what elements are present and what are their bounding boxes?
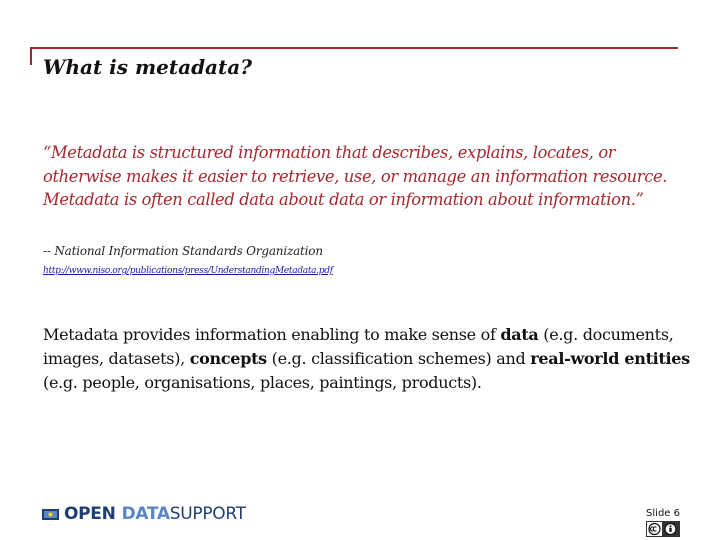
- title-rule-corner: [30, 47, 32, 65]
- body-text-3: (e.g. classification schemes) and: [266, 349, 531, 369]
- logo-word-support: SUPPORT: [169, 504, 246, 524]
- logo-word-data: DATA: [121, 504, 170, 524]
- body-text-1: Metadata provides information enabling to make sense of: [43, 325, 501, 344]
- open-data-support-logo: [42, 504, 246, 524]
- body-text-2: (e.g. documents, images, datasets),: [43, 325, 674, 369]
- niso-quote: “Metadata is structured information that describes, explains, locates, or otherwise makes it easier to retrieve, use, or manage an information resource. Metadata is often called data about data or information about information.”: [43, 143, 668, 210]
- body-text-4: (e.g. people, organisations, places, paintings, products).: [43, 373, 482, 393]
- term-data: data: [500, 325, 539, 344]
- body-paragraph: [43, 323, 693, 396]
- source-link[interactable]: http://www.niso.org/publications/press/UnderstandingMetadata.pdf: [43, 266, 333, 276]
- creative-commons-by-icon: [646, 521, 680, 537]
- slide-title: What is metadata?: [43, 55, 252, 79]
- term-real-world-entities: real-world entities: [530, 349, 690, 369]
- eu-flag-icon: [42, 506, 59, 523]
- slide-number: Slide 6: [646, 508, 680, 519]
- title-rule: [30, 47, 678, 49]
- quote-attribution: -- National Information Standards Organization: [43, 244, 323, 258]
- term-concepts: concepts: [189, 349, 267, 369]
- logo-word-open: OPEN: [64, 504, 116, 524]
